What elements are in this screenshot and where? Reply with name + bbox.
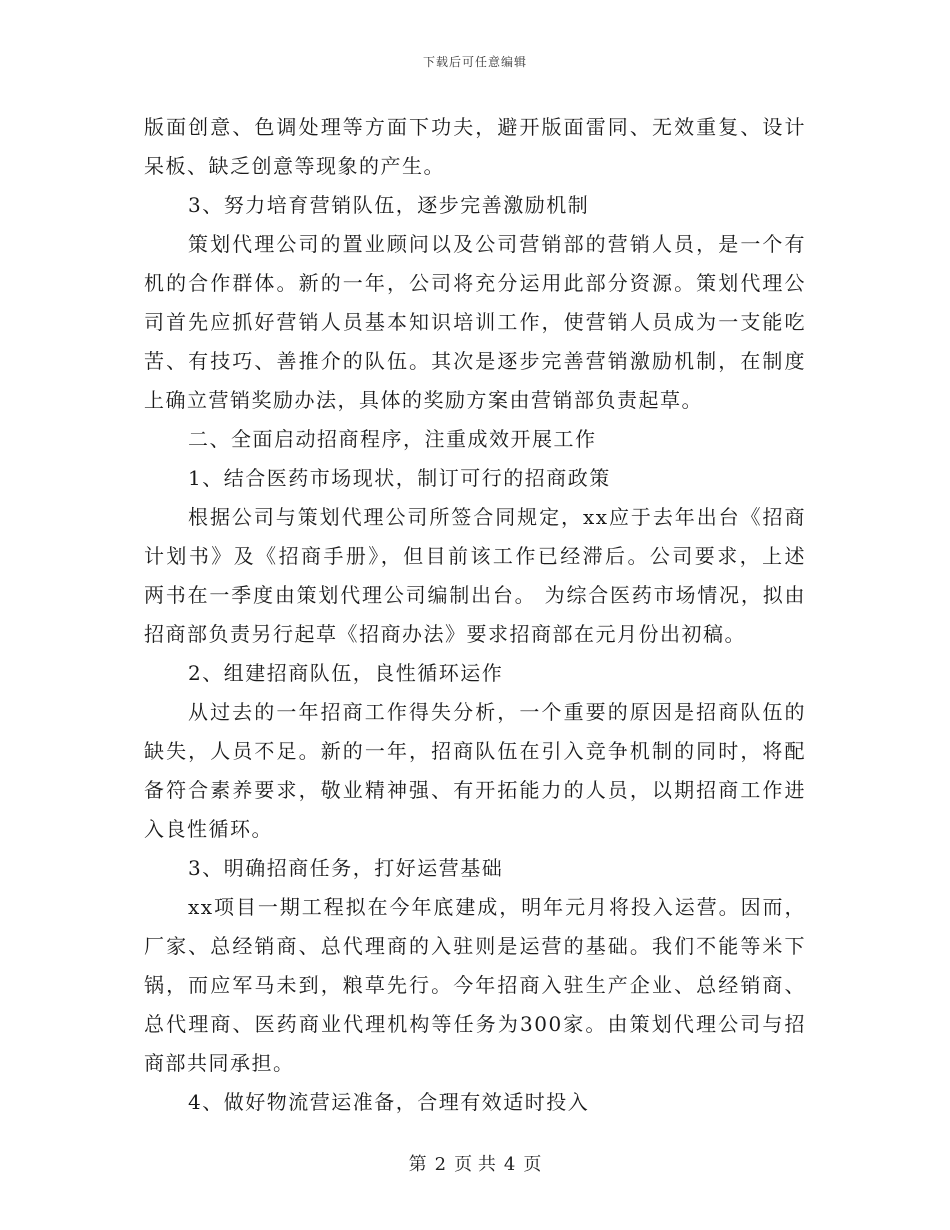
section-heading: 二、全面启动招商程序，注重成效开展工作 — [188, 427, 597, 451]
text-line: 从过去的一年招商工作得失分析，一个重要的原因是招商队伍的 — [188, 700, 806, 724]
text-line: 司首先应抓好营销人员基本知识培训工作，使营销人员成为一支能吃 — [144, 310, 806, 334]
page-number-footer — [0, 1150, 950, 1176]
text-line: 锅，而应军马未到，粮草先行。今年招商入驻生产企业、总经销商、 — [144, 973, 806, 997]
footer-middle: 页 共 — [454, 1154, 496, 1175]
text-line: 缺失，人员不足。新的一年，招商队伍在引入竞争机制的同时，将配 — [144, 739, 806, 763]
section-heading: 1、结合医药市场现状，制订可行的招商政策 — [188, 466, 611, 490]
footer-current-page: 2 — [434, 1154, 447, 1175]
text-line: xx项目一期工程拟在今年底建成，明年元月将投入运营。因而， — [188, 895, 806, 919]
document-body — [144, 108, 806, 1122]
section-heading: 3、明确招商任务，打好运营基础 — [188, 856, 504, 880]
text-line: 厂家、总经销商、总代理商的入驻则是运营的基础。我们不能等米下 — [144, 934, 806, 958]
text-line: 呆板、缺乏创意等现象的产生。 — [144, 154, 445, 178]
text-line: 上确立营销奖励办法，具体的奖励方案由营销部负责起草。 — [144, 388, 703, 412]
text-line: 总代理商、医药商业代理机构等任务为300家。由策划代理公司与招 — [144, 1012, 806, 1036]
page-header-note: 下载后可任意编辑 — [422, 55, 527, 69]
section-heading: 4、做好物流营运准备，合理有效适时投入 — [188, 1090, 590, 1114]
text-line: 苦、有技巧、善推介的队伍。其次是逐步完善营销激励机制，在制度 — [144, 349, 806, 373]
section-heading: 2、组建招商队伍，良性循环运作 — [188, 661, 504, 685]
text-line: 计划书》及《招商手册》，但目前该工作已经滞后。公司要求，上述 — [144, 544, 806, 568]
text-line: 机的合作群体。新的一年，公司将充分运用此部分资源。策划代理公 — [144, 271, 806, 295]
footer-total-pages: 4 — [503, 1154, 516, 1175]
text-line: 备符合素养要求，敬业精神强、有开拓能力的人员，以期招商工作进 — [144, 778, 806, 802]
footer-suffix: 页 — [523, 1154, 542, 1175]
text-line: 两书在一季度由策划代理公司编制出台。 为综合医药市场情况，拟由 — [144, 583, 806, 607]
text-line: 策划代理公司的置业顾问以及公司营销部的营销人员，是一个有 — [188, 232, 806, 256]
section-heading: 3、努力培育营销队伍，逐步完善激励机制 — [188, 193, 590, 217]
text-line: 商部共同承担。 — [144, 1051, 295, 1075]
text-line: 根据公司与策划代理公司所签合同规定，xx应于去年出台《招商 — [188, 505, 806, 529]
text-line: 招商部负责另行起草《招商办法》要求招商部在元月份出初稿。 — [144, 622, 746, 646]
text-line: 版面创意、色调处理等方面下功夫，避开版面雷同、无效重复、设计 — [144, 115, 806, 139]
text-line: 入良性循环。 — [144, 817, 273, 841]
footer-prefix: 第 — [408, 1154, 427, 1175]
